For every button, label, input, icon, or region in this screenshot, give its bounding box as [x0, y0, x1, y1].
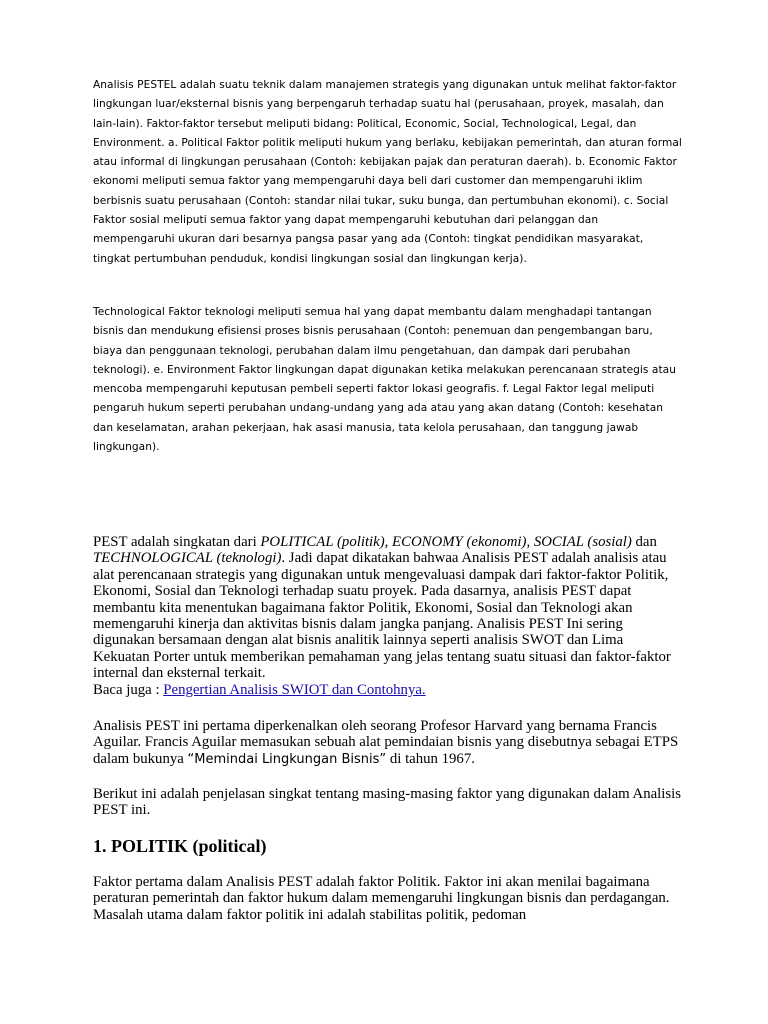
pest-text-2: dan [631, 534, 657, 550]
pest-italic-1: POLITICAL (politik), ECONOMY (ekonomi), SOCIAL (sosial) [260, 534, 632, 550]
book-title-quote: “Memindai Lingkungan Bisnis” [187, 751, 387, 767]
pestel-technological-paragraph: Technological Faktor teknologi meliputi semua hal yang dapat membantu dalam menghadapi tantangan bisnis dan mendukung efisiensi proses bisnis perusahaan (Contoh: penemuan dan pengembangan baru, biaya dan penggunaan teknologi, perubahan dalam ilmu pengetahuan, dan dampak dari perubahan teknologi). e. Environment Faktor lingkungan dapat digunakan ketika melakukan perencanaan strategis atau mencoba mempengaruhi keputusan pembeli seperti faktor lokasi geografis. f. Legal Faktor legal meliputi pengaruh hukum seperti perubahan undang-undang yang ada atau yang akan datang (Contoh: kesehatan dan keselamatan, arahan pekerjaan, hak asasi manusia, tata kelola perusahaan, dan tanggung jawab lingkungan). [93, 306, 676, 454]
pest-italic-2: TECHNOLOGICAL (teknologi) [93, 550, 282, 567]
pest-text-3: . Jadi dapat dikatakan bahwaa Analisis PEST adalah analisis atau alat perencanaan strategis yang digunakan untuk mengevaluasi dampak dari faktor-faktor Politik, Ekonomi, Sosial dan Teknologi terhadap suatu proyek. Pada dasarnya, analisis PEST dapat membantu kita menentukan bagaimana faktor Politik, Ekonomi, Sosial dan Teknologi akan memengaruhi kinerja dan aktivitas bisnis dalam jangka panjang. Analisis PEST Ini sering digunakan bersamaan dengan alat bisnis analitik lainnya seperti analisis SWOT dan Lima Kekuatan Porter untuk memberikan pemahaman yang jelas tentang suatu situasi dan faktor-faktor internal dan eksternal terkait. [93, 550, 671, 682]
section-heading-politik: 1. POLITIK (political) [93, 836, 267, 856]
pest-history-paragraph [93, 718, 683, 768]
factors-intro-paragraph: Berikut ini adalah penjelasan singkat tentang masing-masing faktor yang digunakan dalam Analisis PEST ini. [93, 786, 682, 819]
swot-article-link[interactable]: Pengertian Analisis SWIOT dan Contohnya. [163, 681, 426, 698]
history-text-2: di tahun 1967. [386, 750, 475, 767]
history-text-1: Analisis PEST ini pertama diperkenalkan oleh seorang Profesor Harvard yang bernama Francis Aguilar. Francis Aguilar memasukan sebuah alat pemindaian bisnis yang disebutnya sebagai ETPS dalam bukunya [93, 718, 679, 767]
politik-paragraph: Faktor pertama dalam Analisis PEST adalah faktor Politik. Faktor ini akan menilai bagaimana peraturan pemerintah dan faktor hukum dalam memengaruhi lingkungan bisnis dan perdagangan. Masalah utama dalam faktor politik ini adalah stabilitas politik, pedoman [93, 874, 670, 923]
pest-text-1: PEST adalah singkatan dari [93, 534, 261, 550]
pestel-intro-paragraph: Analisis PESTEL adalah suatu teknik dalam manajemen strategis yang digunakan untuk melihat faktor-faktor lingkungan luar/eksternal bisnis yang berpengaruh terhadap suatu hal (perusahaan, proyek, masalah, dan lain-lain). Faktor-faktor tersebut meliputi bidang: Political, Economic, Social, Technological, Legal, dan Environment. a. Political Faktor politik meliputi hukum yang berlaku, kebijakan pemerintah, dan aturan formal atau informal di lingkungan perusahaan (Contoh: kebijakan pajak dan peraturan daerah). b. Economic Faktor ekonomi meliputi semua faktor yang mempengaruhi daya beli dari customer dan mempengaruhi iklim berbisnis suatu perusahaan (Contoh: standar nilai tukar, suku bunga, dan pertumbuhan ekonomi). c. Social Faktor sosial meliputi semua faktor yang dapat mempengaruhi kebutuhan dari pelanggan dan mempengaruhi ukuran dari besarnya pangsa pasar yang ada (Contoh: tingkat pendidikan masyarakat, tingkat pertumbuhan penduduk, kondisi lingkungan sosial dan lingkungan kerja). [93, 79, 682, 265]
pest-definition-paragraph [93, 534, 683, 698]
baca-juga-label: Baca juga : [93, 681, 164, 698]
